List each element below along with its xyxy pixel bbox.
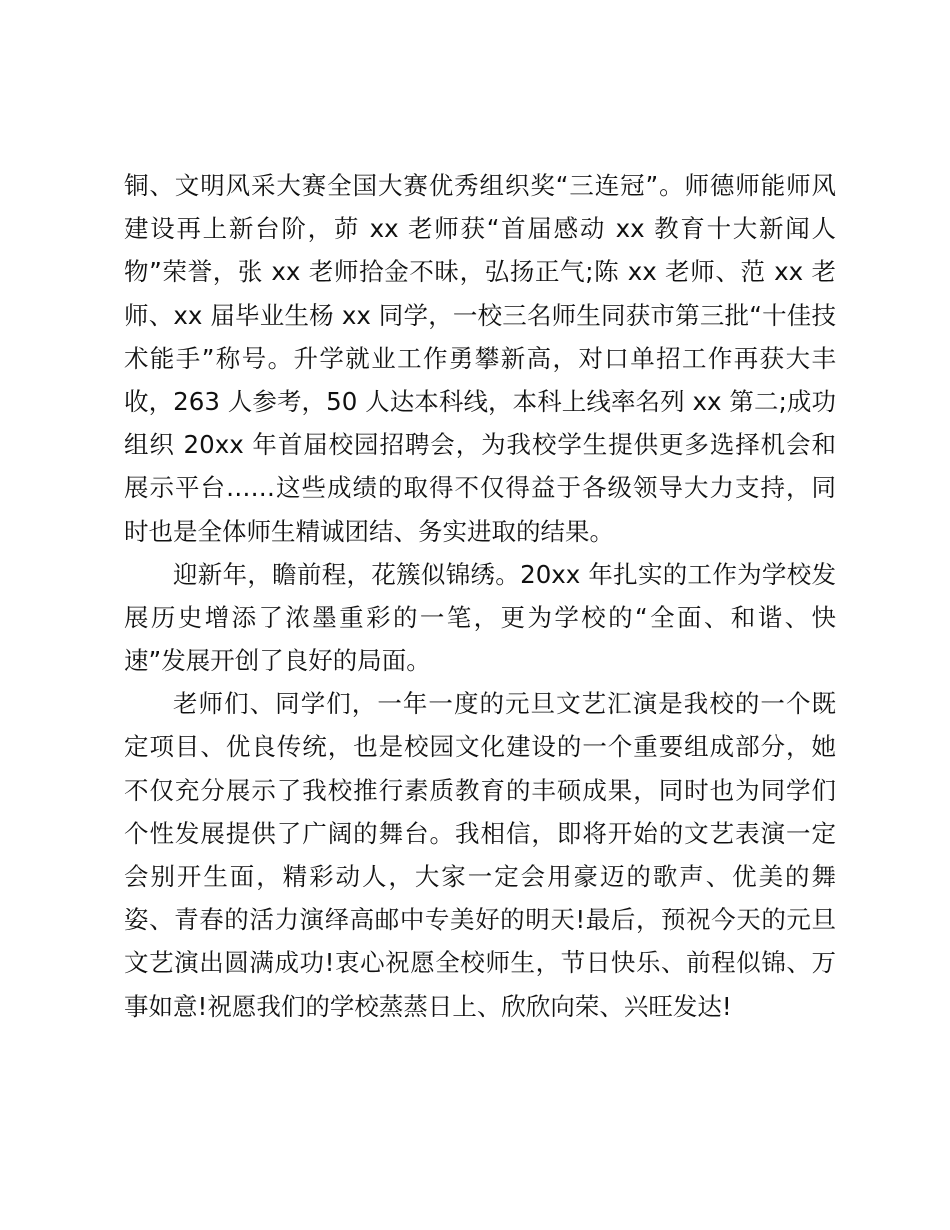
text-line: 展历史增添了浓墨重彩的一笔，更为学校的“全面、和谐、快 (124, 602, 836, 632)
text-line: 组织 20xx 年首届校园招聘会，为我校学生提供更多选择机会和 (124, 430, 836, 460)
text-line: 姿、青春的活力演绎高邮中专美好的明天!最后，预祝今天的元旦 (124, 905, 836, 935)
text-line: 老师们、同学们，一年一度的元旦文艺汇演是我校的一个既 (173, 689, 836, 719)
text-line: 收，263 人参考，50 人达本科线，本科上线率名列 xx 第二;成功 (124, 386, 836, 416)
text-line: 展示平台……这些成绩的取得不仅得益于各级领导大力支持，同 (124, 473, 836, 503)
text-line: 建设再上新台阶，茆 xx 老师获“首届感动 xx 教育十大新闻人 (124, 214, 836, 244)
text-line: 个性发展提供了广阔的舞台。我相信，即将开始的文艺表演一定 (124, 818, 836, 848)
text-line: 时也是全体师生精诚团结、务实进取的结果。 (124, 516, 614, 546)
text-line: 迎新年，瞻前程，花簇似锦绣。20xx 年扎实的工作为学校发 (173, 559, 836, 589)
text-line: 速”发展开创了良好的局面。 (124, 646, 431, 676)
text-line: 师、xx 届毕业生杨 xx 同学，一校三名师生同获市第三批“十佳技 (124, 300, 836, 330)
text-line: 不仅充分展示了我校推行素质教育的丰硕成果，同时也为同学们 (124, 775, 836, 805)
document-body (124, 164, 836, 1028)
text-line: 物”荣誉，张 xx 老师拾金不昧，弘扬正气;陈 xx 老师、范 xx 老 (124, 257, 836, 287)
text-line: 文艺演出圆满成功!衷心祝愿全校师生，节日快乐、前程似锦、万 (124, 948, 836, 978)
text-line: 术能手”称号。升学就业工作勇攀新高，对口单招工作再获大丰 (124, 343, 836, 373)
text-line: 定项目、优良传统，也是校园文化建设的一个重要组成部分，她 (124, 732, 836, 762)
text-line: 会别开生面，精彩动人，大家一定会用豪迈的歌声、优美的舞 (124, 862, 836, 891)
text-line: 事如意!祝愿我们的学校蒸蒸日上、欣欣向荣、兴旺发达! (124, 991, 732, 1021)
text-line: 铜、文明风采大赛全国大赛优秀组织奖“三连冠”。师德师能师风 (124, 171, 836, 200)
